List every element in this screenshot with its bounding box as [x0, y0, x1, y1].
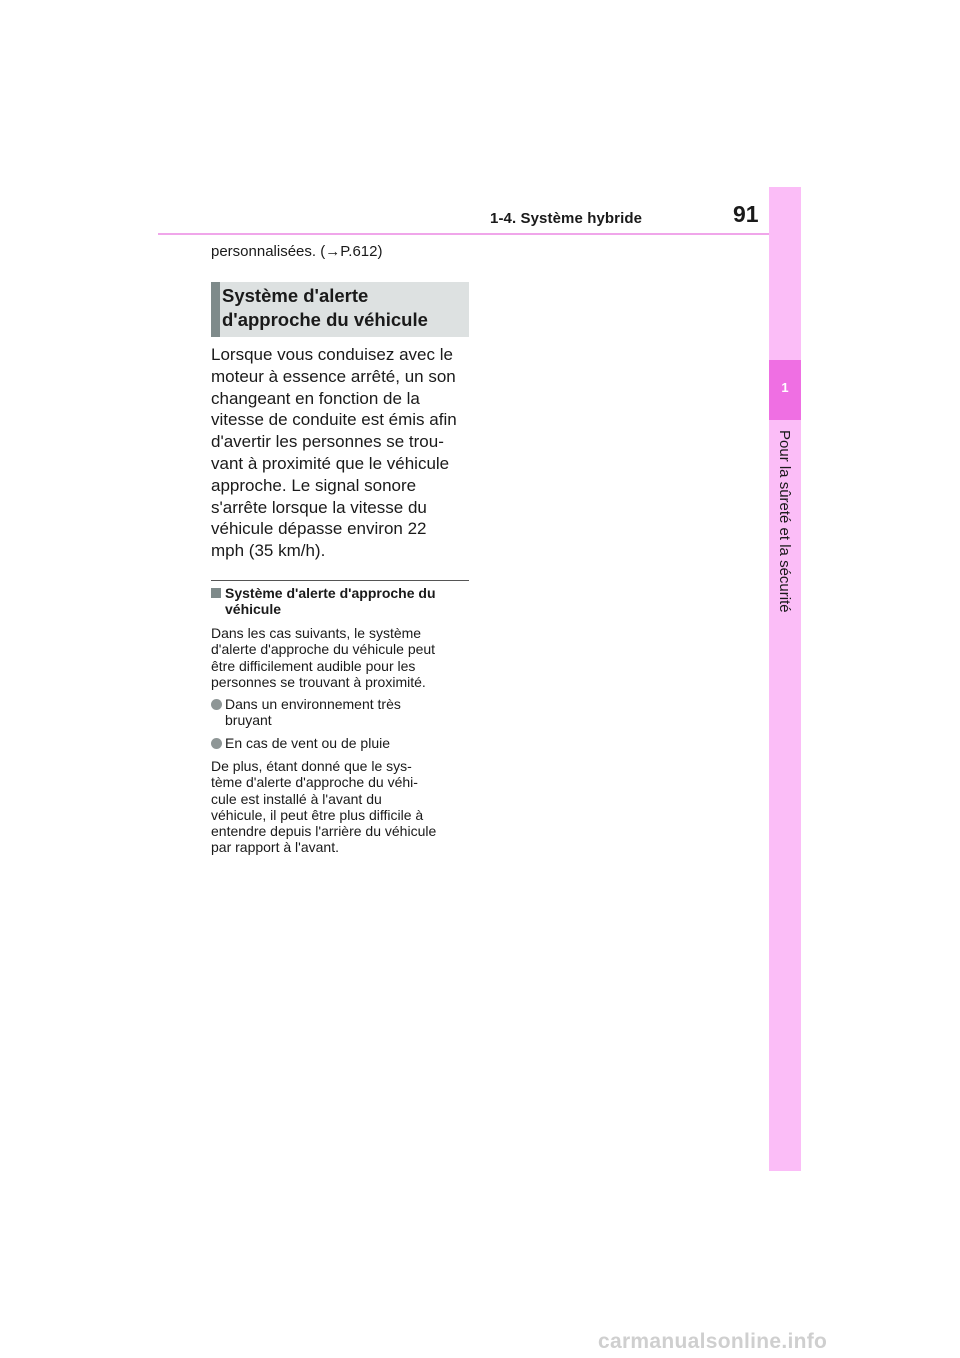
intro-line: d'alerte d'approche du véhicule peut: [211, 641, 436, 658]
outro-line: cule est installé à l'avant du: [211, 790, 382, 807]
chapter-side-tab: [769, 187, 801, 1171]
outro-line: véhicule, il peut être plus difficile à: [211, 806, 424, 823]
body-line: vitesse de conduite est émis afin: [211, 410, 457, 430]
section-title-line: Système d'alerte: [222, 285, 369, 306]
outro-line: tème d'alerte d'approche du véhi-: [211, 774, 418, 791]
body-line: mph (35 km/h).: [211, 541, 326, 561]
page-reference-line: personnalisées. (→P.612): [211, 243, 383, 260]
body-paragraph: [211, 344, 473, 562]
intro-paragraph: [211, 625, 473, 690]
watermark: carmanualsonline.info: [598, 1330, 828, 1353]
chapter-number: 1: [781, 380, 789, 395]
list-item-text: En cas de vent ou de pluie: [225, 735, 391, 751]
body-line: d'avertir les personnes se trou-: [211, 432, 444, 452]
intro-line: être difficilement audible pour les: [211, 657, 416, 674]
subsection-title: [211, 586, 473, 617]
subsection-rule: [211, 580, 469, 581]
page-number: 91: [733, 201, 759, 227]
intro-line: Dans les cas suivants, le système: [211, 625, 422, 641]
circle-bullet-icon: [211, 738, 222, 749]
chapter-title: Pour la sûreté et la sécurité: [776, 430, 793, 613]
body-line: Lorsque vous conduisez avec le: [211, 345, 453, 364]
list-item-text: bruyant: [225, 712, 272, 729]
section-heading-bar: [211, 282, 220, 337]
body-line: s'arrête lorsque la vitesse du: [211, 497, 427, 517]
body-line: vant à proximité que le véhicule: [211, 453, 450, 473]
list-item-text: Dans un environnement très: [225, 696, 401, 712]
outro-line: entendre depuis l'arrière du véhicule: [211, 823, 437, 840]
outro-line: par rapport à l'avant.: [211, 839, 339, 856]
section-title-line: d'approche du véhicule: [222, 309, 428, 330]
body-line: moteur à essence arrêté, un son: [211, 366, 456, 386]
body-line: approche. Le signal sonore: [211, 475, 417, 495]
header-section-title: 1-4. Système hybride: [490, 210, 643, 227]
list-item: [211, 735, 473, 751]
subsection-title-line: véhicule: [225, 600, 282, 617]
section-title: [222, 284, 467, 332]
outro-paragraph: [211, 758, 473, 856]
intro-line: personnes se trouvant à proximité.: [211, 673, 426, 690]
outro-line: De plus, étant donné que le sys-: [211, 758, 412, 774]
square-bullet-icon: [211, 588, 221, 598]
subsection-title-line: Système d'alerte d'approche du: [225, 585, 436, 601]
circle-bullet-icon: [211, 699, 222, 710]
body-line: changeant en fonction de la: [211, 388, 420, 408]
header-rule: [158, 233, 770, 235]
body-line: véhicule dépasse environ 22: [211, 519, 427, 539]
list-item: [211, 696, 473, 729]
